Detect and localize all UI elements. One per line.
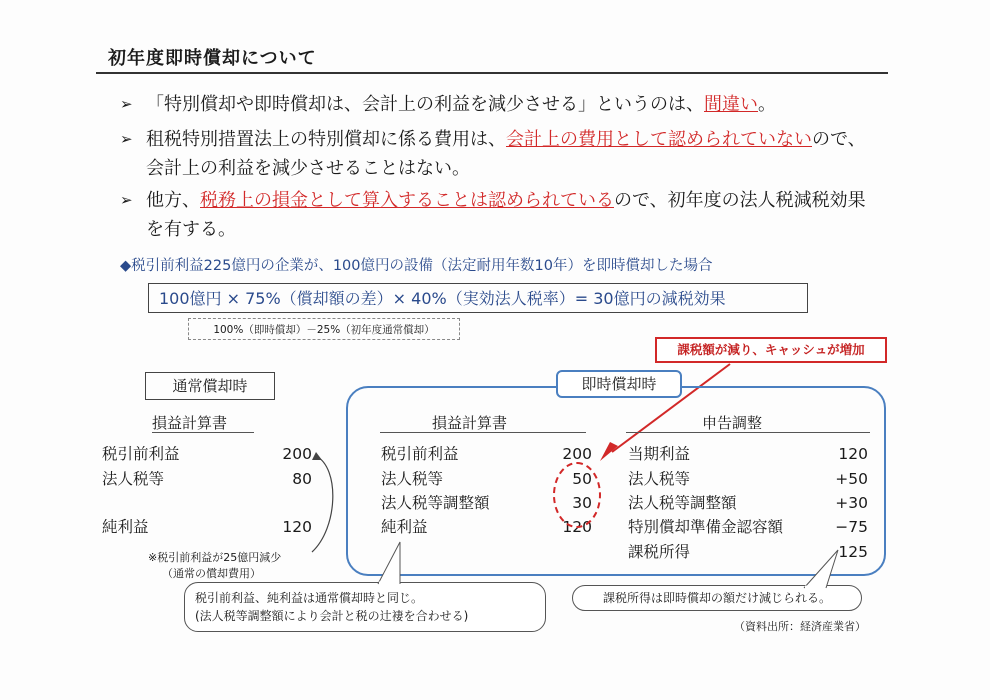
tax-row-label: 特別償却準備金認容額 [628, 518, 784, 536]
immediate-row-label: 法人税等 [381, 470, 444, 488]
normal-pl-header: 損益計算書 [152, 414, 228, 432]
bullet-2 [120, 125, 880, 183]
callout-right: 課税所得は即時償却の額だけ減じられる。 [572, 585, 862, 611]
formula-sub-note: 100%（即時償却）－25%（初年度通常償却） [188, 318, 460, 340]
bullet-text: 租税特別措置法上の特別償却に係る費用は、 [146, 129, 506, 150]
highlight-text: 間違い [704, 94, 758, 115]
curved-arrow-icon [310, 448, 350, 558]
immediate-row-label: 法人税等調整額 [381, 494, 490, 512]
header-underline [152, 432, 254, 433]
callout-left [184, 582, 546, 632]
highlight-text: 税務上の損金として算入することは認められている [200, 190, 614, 211]
immediate-depreciation-label: 即時償却時 [556, 370, 682, 398]
tax-row-label: 当期利益 [628, 445, 691, 463]
immediate-pl-header: 損益計算書 [432, 414, 508, 432]
normal-row-label: 税引前利益 [102, 445, 180, 463]
highlight-ellipse [553, 462, 601, 528]
normal-note: （通常の償却費用） [162, 567, 261, 580]
cash-increase-label: 課税額が減り、キャッシュが増加 [655, 337, 887, 363]
bullet-text: 他方、 [146, 190, 200, 211]
callout-pointer-icon [370, 540, 420, 586]
bullet-text: ので、会計上の利益を減少させることはない。 [146, 129, 866, 179]
normal-depreciation-label: 通常償却時 [145, 372, 275, 400]
bullet-text: 「特別償却や即時償却は、会計上の利益を減少させる」というのは、 [146, 94, 704, 115]
tax-row-label: 課税所得 [628, 543, 691, 561]
tax-row-label: 法人税等 [628, 470, 691, 488]
tax-row-value: +30 [835, 494, 868, 512]
bullet-3 [120, 186, 880, 244]
tax-row-value: 120 [838, 445, 868, 463]
normal-note: ※税引前利益が25億円減少 [148, 551, 282, 564]
tax-row-value: 125 [838, 543, 868, 561]
header-underline [626, 432, 870, 433]
bullet-1 [120, 90, 880, 119]
tax-row-value: +50 [835, 470, 868, 488]
bullet-text: 。 [758, 94, 776, 115]
callout-line: (法人税等調整額により会計と税の辻褄を合わせる) [195, 609, 469, 623]
title-divider [96, 72, 888, 74]
source-note: （資料出所：経済産業省） [734, 620, 866, 633]
arrow-bullet-icon: ➢ [120, 95, 133, 113]
highlight-text: 会計上の費用として認められていない [506, 129, 812, 150]
header-underline [380, 432, 586, 433]
normal-row-value: 120 [282, 518, 312, 536]
tax-row-label: 法人税等調整額 [628, 494, 737, 512]
normal-row-label: 法人税等 [102, 470, 165, 488]
immediate-row-value: 120 [562, 518, 592, 536]
normal-row-value: 200 [282, 445, 312, 463]
callout-pointer-icon [800, 548, 844, 590]
bullet-text: ので、初年度の法人税減税効果を有する。 [146, 190, 866, 240]
immediate-row-value: 30 [572, 494, 592, 512]
callout-line: 税引前利益、純利益は通常償却時と同じ。 [195, 591, 424, 605]
immediate-row-value: 200 [562, 445, 592, 463]
formula-box: 100億円 × 75%（償却額の差）× 40%（実効法人税率）= 30億円の減税効果 [148, 283, 808, 313]
tax-row-value: −75 [835, 518, 868, 536]
example-note: ◆税引前利益225億円の企業が、100億円の設備（法定耐用年数10年）を即時償却した場合 [120, 258, 713, 274]
immediate-row-label: 税引前利益 [381, 445, 459, 463]
immediate-row-label: 純利益 [381, 518, 428, 536]
immediate-row-value: 50 [572, 470, 592, 488]
arrow-bullet-icon: ➢ [120, 130, 133, 148]
normal-row-value: 80 [292, 470, 312, 488]
tax-adjustment-header: 申告調整 [702, 414, 763, 432]
page-title: 初年度即時償却について [108, 48, 317, 69]
normal-row-label: 純利益 [102, 518, 149, 536]
arrow-bullet-icon: ➢ [120, 191, 133, 209]
